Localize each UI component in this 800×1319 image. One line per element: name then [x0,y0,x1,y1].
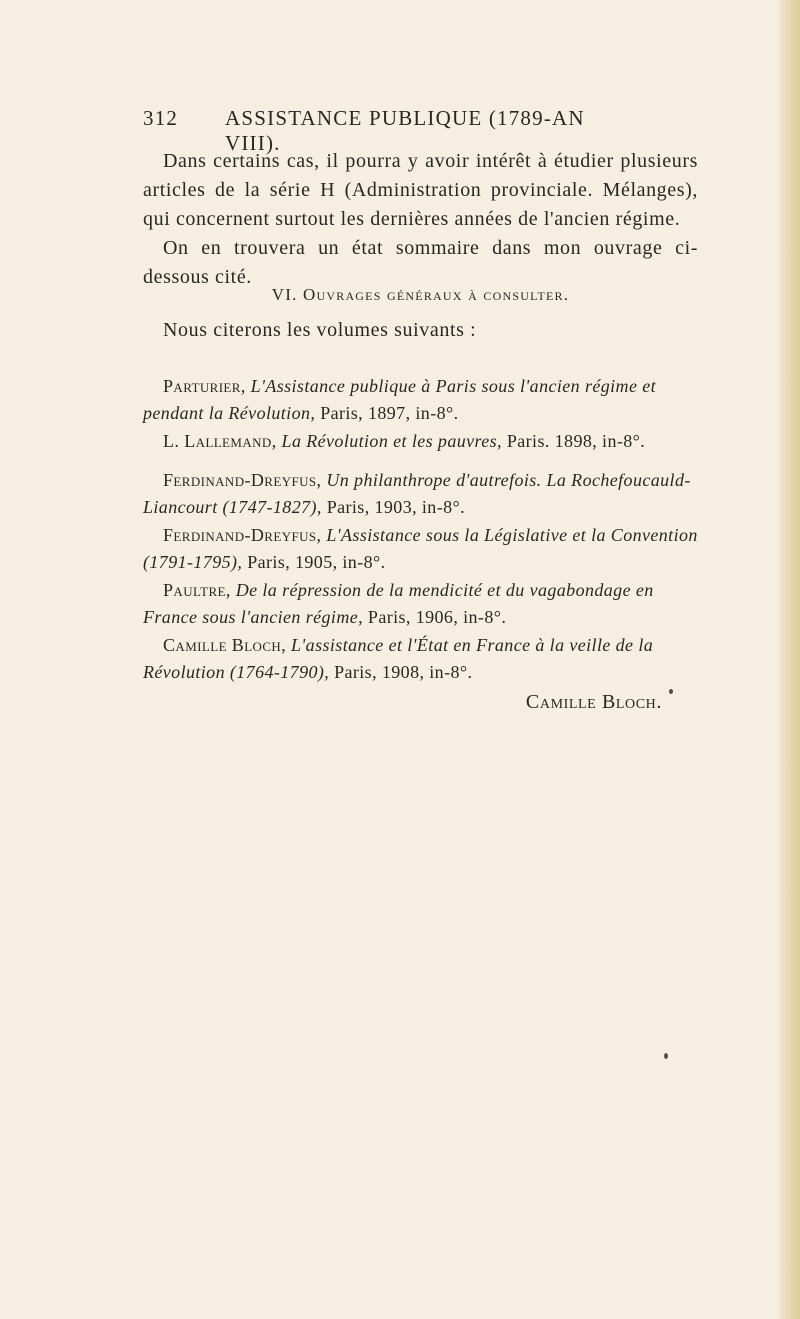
section-title: Ouvrages généraux à consulter. [303,285,570,304]
entry-author: Parturier [163,376,241,396]
entry-author: Ferdinand-Dreyfus [163,525,317,545]
entry-details: Paris, 1903, in-8°. [326,497,465,517]
entry-details: Paris, 1908, in-8°. [334,662,473,682]
entry-work: Un philanthrope d'autrefois. La Rochefoucauld-Liancourt (1747-1827), [143,470,691,517]
bibliography-entry: Camille Bloch, L'assistance et l'État en France à la veille de la Révolution (1764-1790), Paris, 1908, in-8°. [143,635,654,682]
entry-work: La Révolution et les pauvres, [281,431,502,451]
paragraph-etat-sommaire: On en trouvera un état sommaire dans mon ouvrage ci-dessous cité. [143,237,698,288]
page-edge [778,0,800,1319]
entry-work: L'Assistance sous la Législative et la Convention (1791-1795), [143,525,698,572]
entry-work: De la répression de la mendicité et du vagabondage en France sous l'ancien régime, [143,580,654,627]
entry-details: Paris, 1905, in-8°. [247,552,386,572]
entry-details: Paris, 1906, in-8°. [367,607,507,627]
running-title: ASSISTANCE PUBLIQUE (1789-AN VIII). [225,106,585,155]
entry-details: Paris, 1897, in-8°. [320,403,459,423]
entry-work: L'assistance et l'État en France à la veille de la Révolution (1764-1790), [143,635,654,682]
body-paragraphs [143,147,698,292]
bibliography-entry: Paultre, De la répression de la mendicité et du vagabondage en France sous l'ancien régime, Paris, 1906, in-8°. [143,580,654,627]
entry-author: Ferdinand-Dreyfus [163,470,317,490]
section-numeral: VI. [271,285,298,304]
ink-speck [664,1053,668,1059]
section-heading [143,285,698,305]
intro-line: Nous citerons les volumes suivants : [163,319,477,341]
ink-speck [669,689,673,694]
entry-author: L. Lallemand [163,431,272,451]
paragraph-serie-h: Dans certains cas, il pourra y avoir intérêt à étudier plusieurs articles de la série H (Administration provinciale. Mélanges), qui concernent surtout les dernières années de l'ancien régime. [143,150,698,230]
bibliography-entry: Ferdinand-Dreyfus, Un philanthrope d'autrefois. La Rochefoucauld-Liancourt (1747-1827), Paris, 1903, in-8°. [143,470,691,517]
entry-work: L'Assistance publique à Paris sous l'ancien régime et pendant la Révolution, [143,376,657,423]
bibliography-entry: Ferdinand-Dreyfus, L'Assistance sous la Législative et la Convention (1791-1795), Paris, 1905, in-8°. [143,525,698,572]
signature-text: Camille Bloch. [525,691,662,713]
entry-author: Camille Bloch [163,635,282,655]
bibliography-entry: L. Lallemand, La Révolution et les pauvres, Paris. 1898, in-8°. [163,431,646,451]
page-number: 312 [143,106,179,130]
signature [440,691,662,714]
entry-author: Paultre [163,580,226,600]
bibliography-entry: Parturier, L'Assistance publique à Paris sous l'ancien régime et pendant la Révolution, Paris, 1897, in-8°. [143,376,657,423]
entry-details: Paris. 1898, in-8°. [506,431,646,451]
